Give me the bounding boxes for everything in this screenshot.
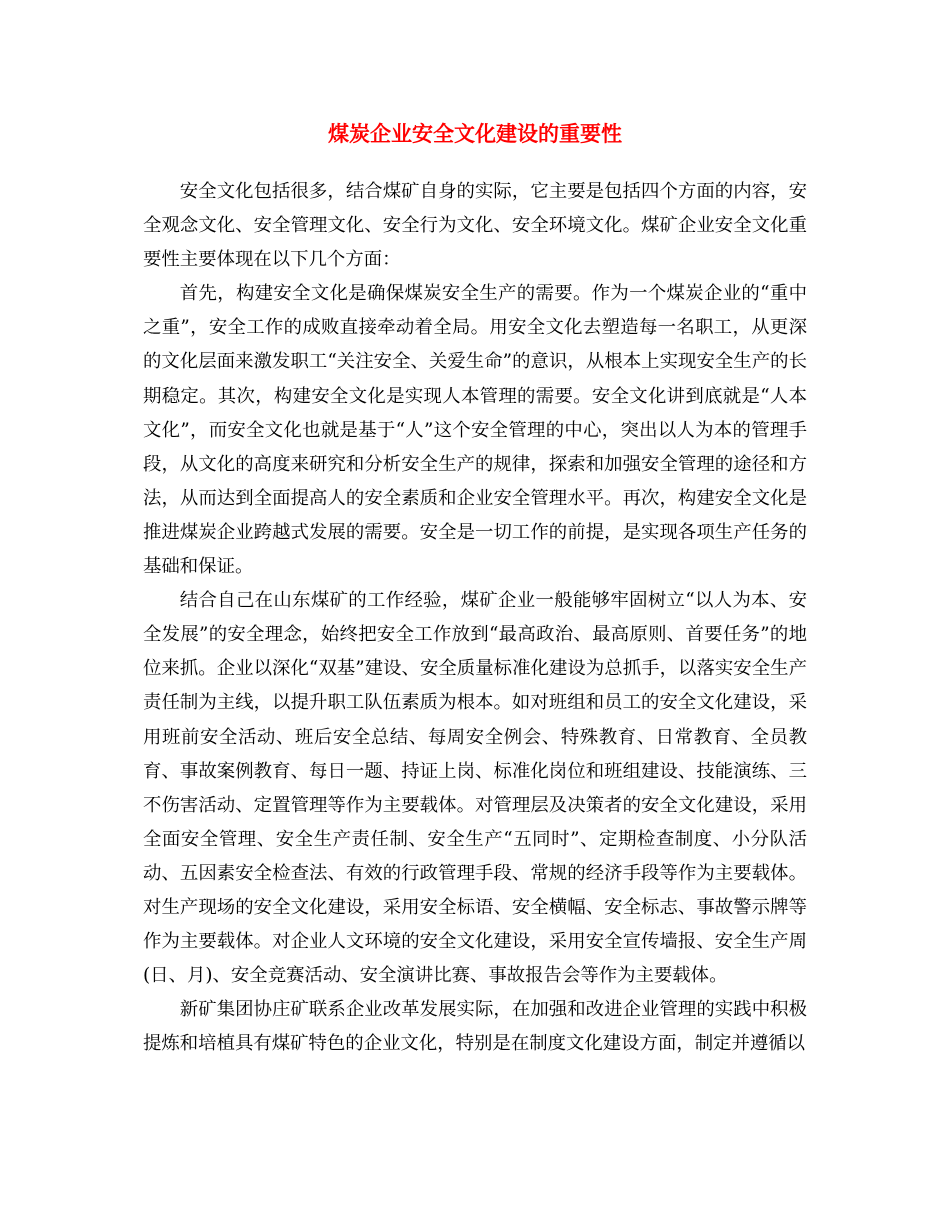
paragraph-3: 结合自己在山东煤矿的工作经验，煤矿企业一般能够牢固树立“以人为本、安全发展”的安全理念，始终把安全工作放到“最高政治、最高原则、首要任务”的地位来抓。企业以深化“双基”建设、安全质量标准化建设为总抓手，以落实安全生产责任制为主线，以提升职工队伍素质为根本。如对班组和员工的安全文化建设，采用班前安全活动、班后安全总结、每周安全例会、特殊教育、日常教育、全员教育、事故案例教育、每日一题、持证上岗、标准化岗位和班组建设、技能演练、三不伤害活动、定置管理等作为主要载体。对管理层及决策者的安全文化建设，采用全面安全管理、安全生产责任制、安全生产“五同时”、定期检查制度、小分队活动、五因素安全检查法、有效的行政管理手段、常规的经济手段等作为主要载体。对生产现场的安全文化建设，采用安全标语、安全横幅、安全标志、事故警示牌等作为主要载体。对企业人文环境的安全文化建设，采用安全宣传墙报、安全生产周(日、月)、安全竞赛活动、安全演讲比赛、事故报告会等作为主要载体。 (143, 590, 807, 987)
paragraph-4: 新矿集团协庄矿联系企业改革发展实际，在加强和改进企业管理的实践中积极提炼和培植具有煤矿特色的企业文化，特别是在制度文化建设方面，制定并遵循以 (143, 999, 807, 1055)
paragraph-2: 首先，构建安全文化是确保煤炭安全生产的需要。作为一个煤炭企业的“重中之重”，安全工作的成败直接牵动着全局。用安全文化去塑造每一名职工，从更深的文化层面来激发职工“关注安全、关爱生命”的意识，从根本上实现安全生产的长期稳定。其次，构建安全文化是实现人本管理的需要。安全文化讲到底就是“人本文化”，而安全文化也就是基于“人”这个安全管理的中心，突出以人为本的管理手段，从文化的高度来研究和分析安全生产的规律，探索和加强安全管理的途径和方法，从而达到全面提高人的安全素质和企业安全管理水平。再次，构建安全文化是推进煤炭企业跨越式发展的需要。安全是一切工作的前提，是实现各项生产任务的基础和保证。 (143, 283, 807, 578)
paragraph-1: 安全文化包括很多，结合煤矿自身的实际，它主要是包括四个方面的内容，安全观念文化、安全管理文化、安全行为文化、安全环境文化。煤矿企业安全文化重要性主要体现在以下几个方面： (143, 181, 807, 271)
document-title: 煤炭企业安全文化建设的重要性 (328, 121, 622, 146)
document-body (143, 175, 807, 1061)
